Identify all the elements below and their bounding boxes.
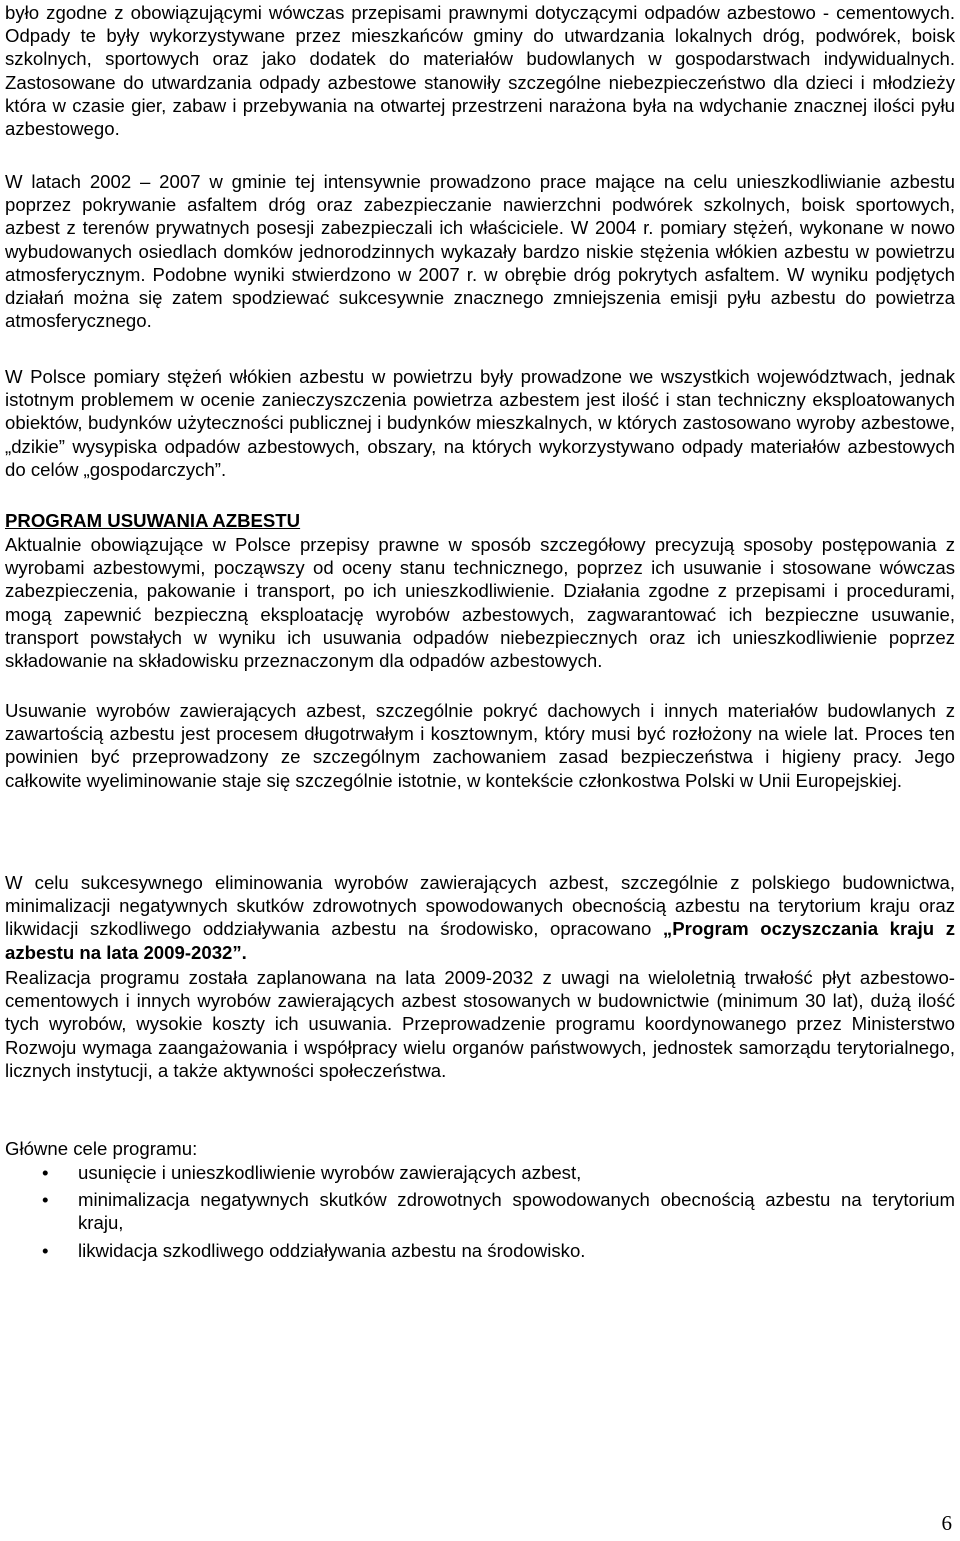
paragraph-program-realization — [5, 966, 955, 1082]
program-title: „Program oczyszczania kraju z azbestu na lata 2009-2032”. — [5, 918, 955, 963]
paragraph-2002-2007-works — [5, 170, 955, 332]
page-number: 6 — [941, 1511, 952, 1535]
goal-text: minimalizacja negatywnych skutków zdrowotnych spowodowanych obecnością azbestu na terytorium kraju, — [78, 1189, 955, 1234]
paragraph-text — [5, 871, 955, 964]
goals-list-block — [5, 1161, 955, 1262]
paragraph-poland-measurements — [5, 365, 955, 481]
paragraph-text: Aktualnie obowiązujące w Polsce przepisy prawne w sposób szczegółowy precyzują sposoby postępowania z wyrobami azbestowymi, począwszy od oceny stanu technicznego, poprzez ich usuwanie i stosowane wówczas zabezpieczenia, pakowanie i transport, po ich unieszkodliwienie. Działania zgodne z przepisami i procedurami, mogą zapewnić bezpieczną eksploatację wyrobów azbestowych, zagwarantować ich bezpieczne usuwanie, transport powstałych w wyniku ich usuwania odpadów niebezpiecznych oraz ich unieszkodliwienie poprzez składowanie na składowisku przeznaczonym dla odpadów azbestowych. — [5, 534, 955, 672]
paragraph-current-regulations — [5, 533, 955, 672]
bullet-icon: • — [42, 1162, 49, 1183]
section-title: PROGRAM USUWANIA AZBESTU — [5, 510, 301, 531]
paragraph-text: W latach 2002 – 2007 w gminie tej intensywnie prowadzono prace mające na celu unieszkodliwianie azbestu poprzez pokrywanie asfaltem dróg oraz zabezpieczanie nawierzchni podwórek szkolnych, boisk sportowych, azbest z terenów prywatnych posesji zabezpieczali ich właściciele. W 2004 r. pomiary stężeń, wykonane w nowo wybudowanych osiedlach domków jednorodzinnych wykazały bardzo niskie stężenia włókien azbestu w powietrzu atmosferycznym. Podobne wyniki stwierdzono w 2007 r. w obrębie dróg pokrytych asfaltem. W wyniku podjętych działań można się zatem spodziewać sukcesywnie znacznego zmniejszenia emisji pyłu azbestu do powietrza atmosferycznego. — [5, 171, 955, 332]
goal-text: usunięcie i unieszkodliwienie wyrobów zawierających azbest, — [78, 1162, 582, 1183]
goal-item — [5, 1161, 955, 1184]
paragraph-text: Realizacja programu została zaplanowana na lata 2009-2032 z uwagi na wieloletnią trwałość płyt azbestowo-cementowych i innych wyrobów zawierających azbest stosowanych w budownictwie (minimum 30 lat), dużą ilość tych wyrobów, wysokie koszty ich usuwania. Przeprowadzenie programu koordynowanego przez Ministerstwo Rozwoju wymaga zaangażowania i współpracy wielu organów państwowych, jednostek samorządu terytorialnego, licznych instytucji, a także aktywności społeczeństwa. — [5, 967, 955, 1081]
paragraph-text: było zgodne z obowiązującymi wówczas przepisami prawnymi dotyczącymi odpadów azbestowo - cementowych. Odpady te były wykorzystywane przez mieszkańców gminy do utwardzania lokalnych dróg, podwórek, boisk szkolnych, sportowych oraz jako dodatek do materiałów budowlanych w gospodarstwach indywidualnych. Zastosowane do utwardzania odpady azbestowe stanowiły szczególne niebezpieczeństwo dla dzieci i młodzieży która w czasie gier, zabaw i przebywania na otwartej przestrzeni narażona była na wdychanie znacznej ilości pyłu azbestowego. — [5, 2, 955, 140]
goals-intro-text: Główne cele programu: — [5, 1138, 198, 1159]
goal-text: likwidacja szkodliwego oddziaływania azbestu na środowisko. — [78, 1239, 586, 1261]
bullet-icon: • — [42, 1239, 49, 1261]
paragraph-asbestos-waste-use — [5, 1, 955, 140]
paragraph-body: W celu sukcesywnego eliminowania wyrobów zawierających azbest, szczególnie z polskiego budownictwa, minimalizacji negatywnych skutków zdrowotnych spowodowanych obecnością azbestu na terytorium kraju oraz likwidacji szkodliwego oddziaływania azbestu na środowisko, opracowano — [5, 872, 955, 940]
goals-list — [5, 1161, 955, 1262]
goal-item — [5, 1188, 955, 1234]
paragraph-program-origin — [5, 871, 955, 964]
paragraph-text: W Polsce pomiary stężeń włókien azbestu w powietrzu były prowadzone we wszystkich województwach, jednak istotnym problemem w ocenie zanieczyszczenia powietrza azbestem jest ilość i stan techniczny eksploatowanych obiektów, budynków użyteczności publicznej i budynków mieszkalnych, w których zastosowano wyroby azbestowe, „dzikie” wysypiska odpadów azbestowych, obszary, na których wykorzystywano odpady materiałów azbestowych do celów „gospodarczych”. — [5, 366, 955, 480]
section-heading — [5, 509, 955, 532]
goal-item — [5, 1239, 955, 1262]
goals-intro — [5, 1137, 955, 1160]
paragraph-removal-process — [5, 699, 955, 792]
paragraph-text: Usuwanie wyrobów zawierających azbest, szczególnie pokryć dachowych i innych materiałów budowlanych z zawartością azbestu jest procesem długotrwałym i kosztownym, który musi być rozłożony na wiele lat. Proces ten powinien być przeprowadzony ze szczególnym zachowaniem zasad bezpieczeństwa i higieny pracy. Jego całkowite wyeliminowanie staje się szczególnie istotnie, w kontekście członkostwa Polski w Unii Europejskiej. — [5, 700, 955, 791]
bullet-icon: • — [42, 1189, 49, 1211]
